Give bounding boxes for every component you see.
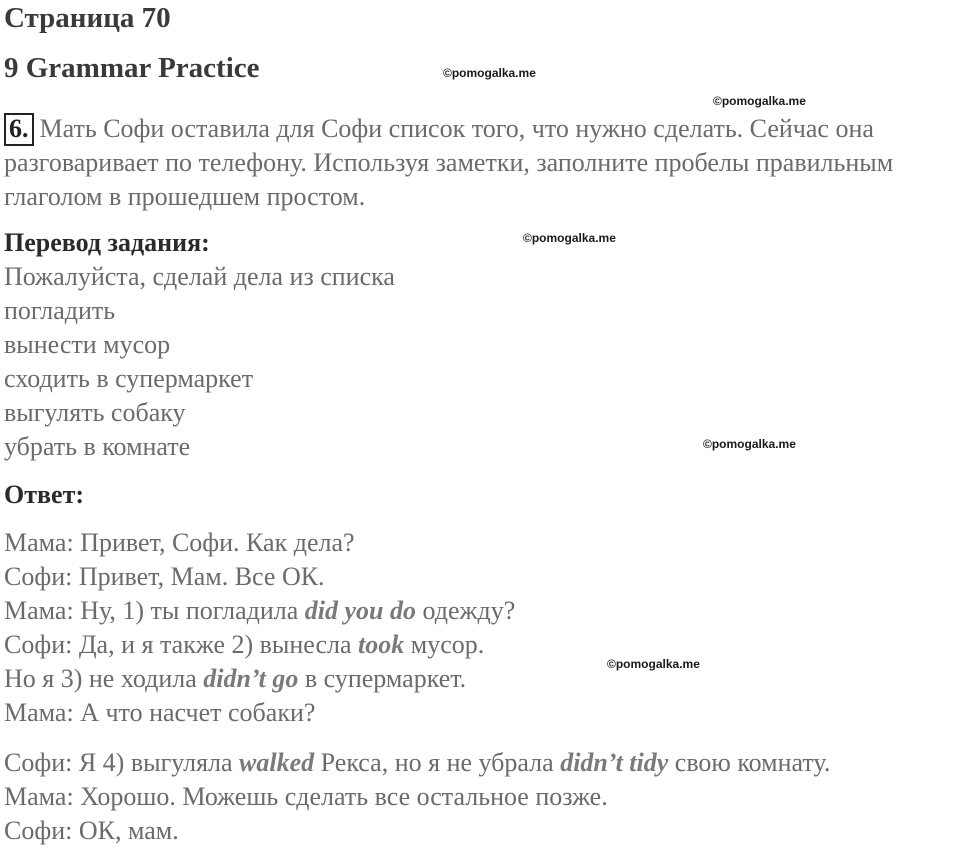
list-item: погладить xyxy=(4,296,116,325)
answer-word: didn’t tidy xyxy=(560,748,669,777)
dialog-part-2 xyxy=(4,746,830,848)
section-title: 9 Grammar Practice xyxy=(4,52,260,84)
line-text: Мама: Привет, Софи. Как дела? xyxy=(4,528,355,557)
watermark: ©pomogalka.me xyxy=(443,66,536,80)
watermark: ©pomogalka.me xyxy=(703,437,796,451)
watermark: ©pomogalka.me xyxy=(523,231,616,245)
answer-word: did you do xyxy=(304,596,417,625)
line-text: свою комнату. xyxy=(668,748,831,777)
list-item: сходить в супермаркет xyxy=(4,364,254,393)
line-text: в супермаркет. xyxy=(298,664,467,693)
dialog-line xyxy=(4,696,515,730)
answer-heading: Ответ: xyxy=(4,480,85,509)
translation-list xyxy=(4,260,395,464)
answer-word: didn’t go xyxy=(203,664,299,693)
line-text: Софи: Я 4) выгуляла xyxy=(4,748,240,777)
dialog-line xyxy=(4,594,515,628)
dialog-line: Софи: ОК, мам. xyxy=(4,816,179,845)
dialog-part-1 xyxy=(4,526,515,730)
dialog-line xyxy=(4,526,515,560)
line-text: Но я 3) не ходила xyxy=(4,664,204,693)
line-text: Мама: А что насчет собаки? xyxy=(4,698,316,727)
watermark: ©pomogalka.me xyxy=(607,657,700,671)
task-number-badge: 6. xyxy=(4,113,34,146)
dialog-line xyxy=(4,662,515,696)
list-item: убрать в комнате xyxy=(4,432,191,461)
line-text: Софи: Привет, Мам. Все ОК. xyxy=(4,562,325,591)
answer-word: took xyxy=(358,630,405,659)
dialog-line xyxy=(4,628,515,662)
watermark: ©pomogalka.me xyxy=(713,94,806,108)
dialog-line: Мама: Хорошо. Можешь сделать все остальное позже. xyxy=(4,782,608,811)
line-text: Мама: Ну, 1) ты погладила xyxy=(4,596,305,625)
list-item: вынести мусор xyxy=(4,330,171,359)
line-text: одежду? xyxy=(416,596,516,625)
answer-word: walked xyxy=(239,748,315,777)
list-item: выгулять собаку xyxy=(4,398,186,427)
dialog-line xyxy=(4,746,830,780)
translation-heading: Перевод задания: xyxy=(4,228,210,257)
line-text: мусор. xyxy=(404,630,485,659)
page-title: Страница 70 xyxy=(4,2,171,34)
line-text: Рекса, но я не убрала xyxy=(314,748,561,777)
line-text: Софи: Да, и я также 2) вынесла xyxy=(4,630,359,659)
list-item: Пожалуйста, сделай дела из списка xyxy=(4,262,395,291)
dialog-line xyxy=(4,560,515,594)
task-text xyxy=(4,112,954,214)
task-instruction: Мать Софи оставила для Софи список того, что нужно сделать. Сейчас она разговаривает по телефону. Используя заметки, заполните пробелы правильным глаголом в прошедшем простом. xyxy=(4,114,894,211)
